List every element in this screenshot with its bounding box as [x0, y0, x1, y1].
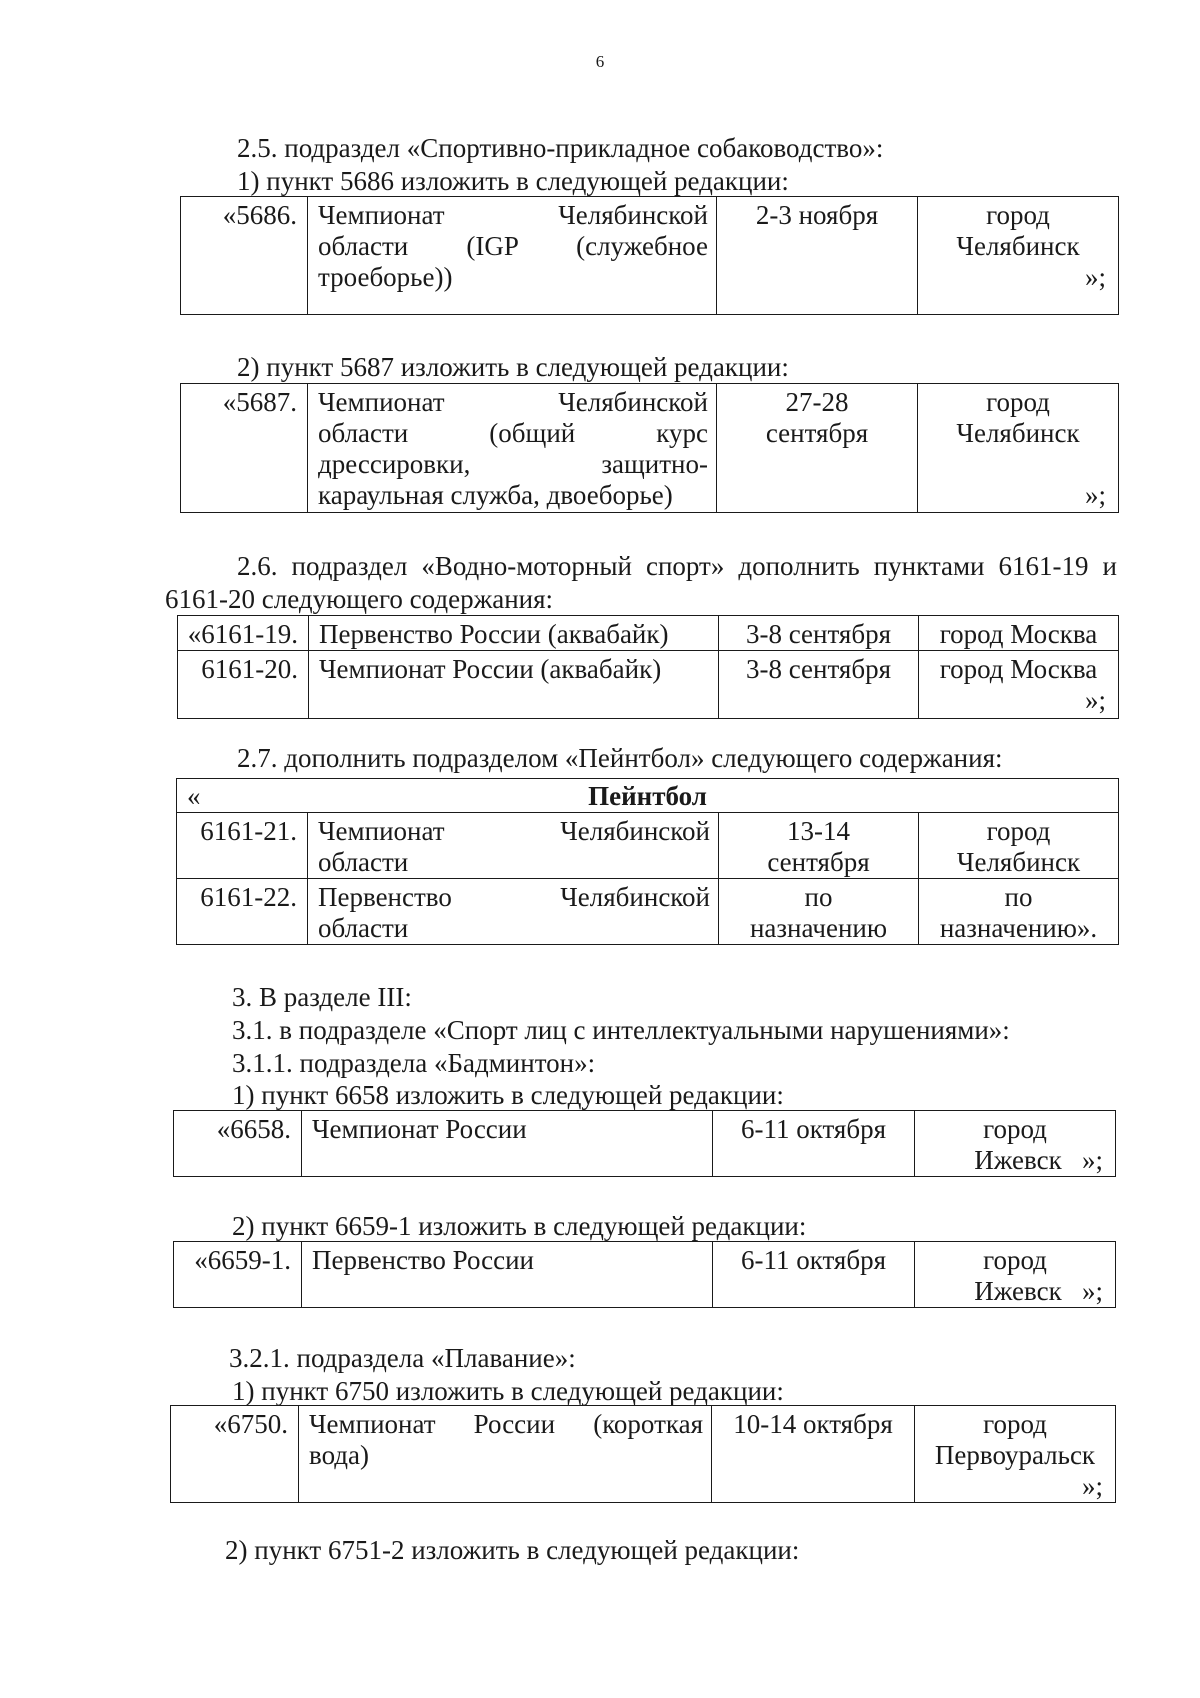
event-place: по назначению». [919, 879, 1119, 945]
event-place: город Челябинск [919, 813, 1119, 879]
event-name: Первенство России (аквабайк) [309, 616, 719, 651]
event-date: 3-8 сентября [719, 616, 919, 651]
event-place: город Ижевск »; [915, 1242, 1116, 1308]
event-place: город Ижевск »; [915, 1111, 1116, 1177]
section-3-1-1-heading: 3.1.1. подраздела «Бадминтон»: [232, 1048, 596, 1078]
event-name: Первенство Челябинской области [308, 879, 719, 945]
table-row [174, 1111, 1116, 1177]
event-name: Первенство России [302, 1242, 713, 1308]
event-place: город Москва [919, 616, 1119, 651]
event-name: Чемпионат России (аквабайк) [309, 651, 719, 719]
table-row [174, 1242, 1116, 1308]
table-5687 [180, 383, 1119, 513]
paragraph-5687: 2) пункт 5687 изложить в следующей редакции: [237, 352, 789, 382]
section-3-1-heading: 3.1. в подразделе «Спорт лиц с интеллектуальными нарушениями»: [232, 1015, 1010, 1045]
item-number: «6659-1. [174, 1242, 302, 1308]
table-row [177, 779, 1119, 813]
event-place: город Первоуральск »; [915, 1406, 1116, 1503]
table-row [171, 1406, 1116, 1503]
item-number: 6161-22. [177, 879, 308, 945]
item-number: «6161-19. [178, 616, 309, 651]
item-number: 6161-21. [177, 813, 308, 879]
event-date: 27-28 сентября [717, 384, 918, 513]
item-number: «5687. [181, 384, 308, 513]
event-date: 10-14 октября [712, 1406, 915, 1503]
item-number: «6750. [171, 1406, 299, 1503]
event-place: город Челябинск »; [918, 197, 1119, 315]
event-date: 6-11 октября [713, 1111, 915, 1177]
event-name: Чемпионат Челябинской области (общий курс дрессировки, защитно- караульная служба, двоеборье) [308, 384, 717, 513]
event-name: Чемпионат России [302, 1111, 713, 1177]
table-row [177, 813, 1119, 879]
table-row [178, 616, 1119, 651]
table-aquabike [177, 615, 1119, 719]
event-date: 2-3 ноября [717, 197, 918, 315]
section-2-5-heading: 2.5. подраздел «Спортивно-прикладное собаководство»: [237, 133, 884, 163]
section-3-2-1-heading: 3.2.1. подраздела «Плавание»: [229, 1343, 576, 1373]
event-place: город Челябинск »; [918, 384, 1119, 513]
paragraph-6658: 1) пункт 6658 изложить в следующей редакции: [232, 1080, 784, 1110]
section-2-6-heading-line1: 2.6. подраздел «Водно-моторный спорт» дополнить пунктами 6161-19 и [237, 551, 1117, 581]
table-paintball [176, 778, 1119, 945]
page-number: 6 [595, 52, 605, 71]
section-2-7-heading: 2.7. дополнить подразделом «Пейнтбол» следующего содержания: [237, 743, 1003, 773]
section-2-6-heading-line2: 6161-20 следующего содержания: [165, 584, 554, 614]
item-number: «6658. [174, 1111, 302, 1177]
paragraph-6750: 1) пункт 6750 изложить в следующей редакции: [232, 1376, 784, 1406]
paragraph-5686: 1) пункт 5686 изложить в следующей редакции: [237, 166, 789, 196]
event-place: город Москва »; [919, 651, 1119, 719]
open-quote: « [187, 781, 201, 811]
section-title-row [177, 779, 1119, 813]
table-6659-1 [173, 1241, 1116, 1308]
table-row [181, 197, 1119, 315]
event-date: 3-8 сентября [719, 651, 919, 719]
event-name: Чемпионат Челябинской области [308, 813, 719, 879]
paragraph-6659-1: 2) пункт 6659-1 изложить в следующей редакции: [232, 1211, 807, 1241]
event-date: 13-14 сентября [719, 813, 919, 879]
item-number: «5686. [181, 197, 308, 315]
event-date: 6-11 октября [713, 1242, 915, 1308]
event-name: Чемпионат Челябинской области (IGP (служебное троеборье)) [308, 197, 717, 315]
paragraph-6751-2: 2) пункт 6751-2 изложить в следующей редакции: [225, 1535, 800, 1565]
event-name: Чемпионат России (короткая вода) [299, 1406, 712, 1503]
item-number: 6161-20. [178, 651, 309, 719]
table-row [181, 384, 1119, 513]
table-6658 [173, 1110, 1116, 1177]
table-row [177, 879, 1119, 945]
section-3-heading: 3. В разделе III: [232, 982, 412, 1012]
event-date: по назначению [719, 879, 919, 945]
table-row [178, 651, 1119, 719]
table-5686 [180, 196, 1119, 315]
table-6750 [170, 1405, 1116, 1503]
section-title: Пейнтбол [588, 781, 707, 811]
